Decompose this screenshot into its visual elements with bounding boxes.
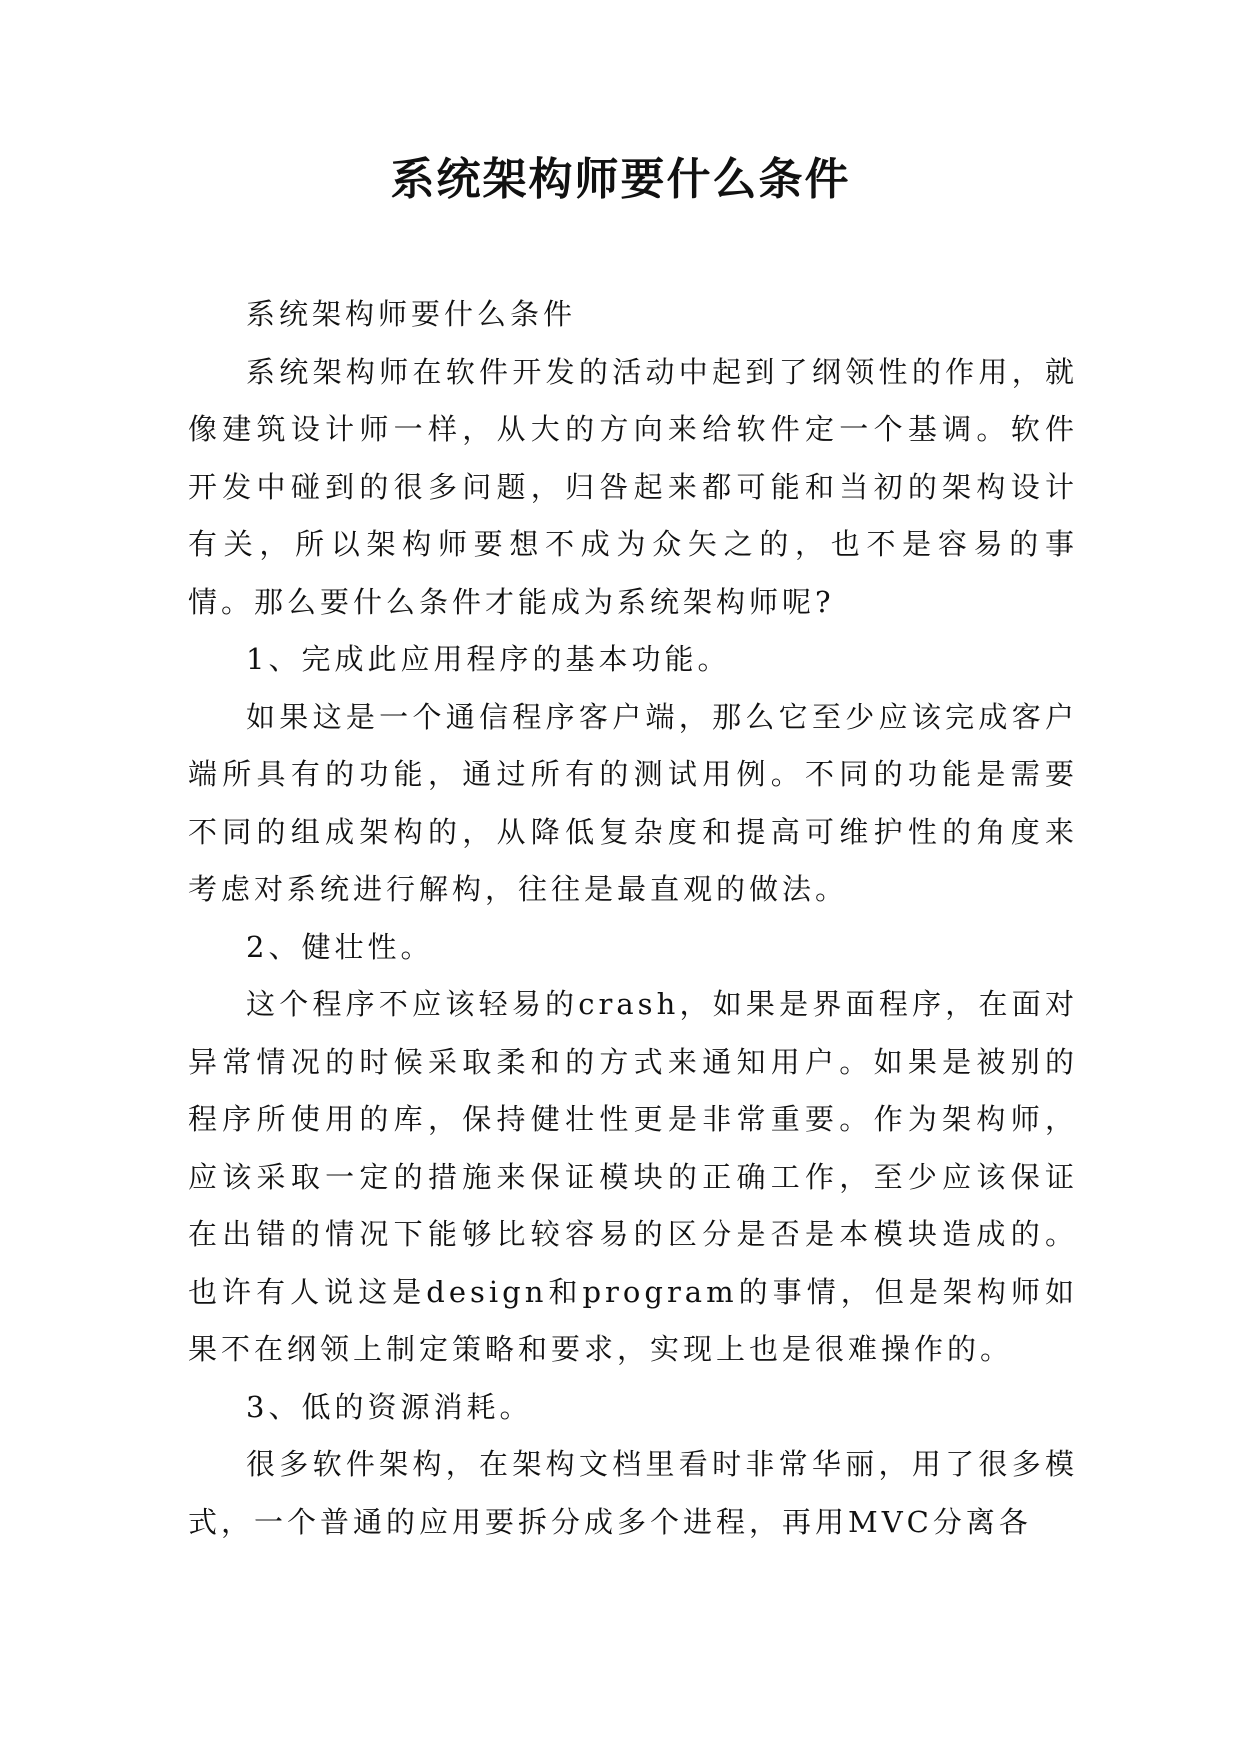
- paragraph-intro: 系统架构师在软件开发的活动中起到了纲领性的作用，就像建筑设计师一样，从大的方向来给软件定一个基调。软件开发中碰到的很多问题，归咎起来都可能和当初的架构设计有关，所以架构师要想不成为众矢之的，也不是容易的事情。那么要什么条件才能成为系统架构师呢?: [188, 354, 1078, 619]
- paragraph-heading-3: 3、低的资源消耗。: [246, 1389, 533, 1424]
- paragraph-section-1: 如果这是一个通信程序客户端，那么它至少应该完成客户端所具有的功能，通过所有的测试用例。不同的功能是需要不同的组成架构的，从降低复杂度和提高可维护性的角度来考虑对系统进行解构，往往是最直观的做法。: [188, 699, 1078, 906]
- paragraph-heading-2: 2、健壮性。: [246, 929, 434, 964]
- document-title: 系统架构师要什么条件: [390, 154, 851, 205]
- paragraph-section-3: 很多软件架构，在架构文档里看时非常华丽，用了很多模式，一个普通的应用要拆分成多个进程，再用MVC分离各: [188, 1447, 1078, 1539]
- document-body: [188, 286, 1078, 1551]
- paragraph-subtitle: 系统架构师要什么条件: [246, 297, 577, 331]
- paragraph-heading-1: 1、完成此应用程序的基本功能。: [246, 642, 731, 676]
- paragraph-section-2: 这个程序不应该轻易的crash，如果是界面程序，在面对异常情况的时候采取柔和的方式来通知用户。如果是被别的程序所使用的库，保持健壮性更是非常重要。作为架构师，应该采取一定的措施来保证模块的正确工作，至少应该保证在出错的情况下能够比较容易的区分是否是本模块造成的。也许有人说这是design和program的事情，但是架构师如果不在纲领上制定策略和要求，实现上也是很难操作的。: [188, 987, 1078, 1366]
